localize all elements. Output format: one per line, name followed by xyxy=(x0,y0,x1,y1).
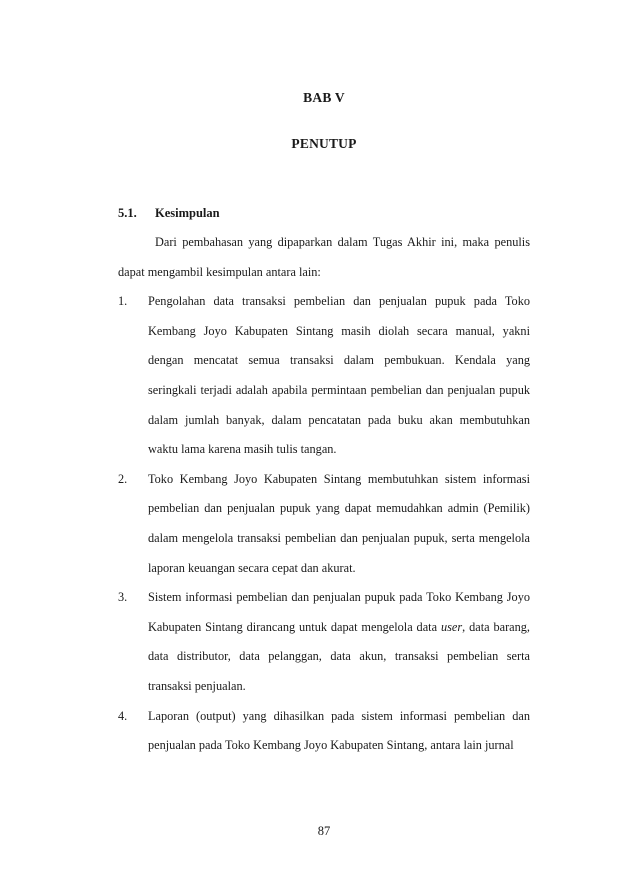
item-text xyxy=(148,583,530,701)
section-body xyxy=(118,228,530,761)
item-number: 2. xyxy=(118,471,128,486)
item-number: 3. xyxy=(118,590,128,605)
section-number: 5.1. xyxy=(118,206,137,220)
conclusion-item-2 xyxy=(118,465,530,583)
chapter-title: PENUTUP xyxy=(291,136,357,151)
item-text: Pengolahan data transaksi pembelian dan penjualan pupuk pada Toko Kembang Joyo Kabupaten Sintang masih diolah secara manual, yakni dengan mencatat semua transaksi dalam pembukuan. Kendala yang seringkali terjadi adalah apabila permintaan pembelian dan penjualan pupuk dalam jumlah banyak, dalam pencatatan pada buku akan membutuhkan waktu lama karena masih tulis tangan. xyxy=(148,294,530,457)
item-number: 4. xyxy=(118,708,128,723)
page-number: 87 xyxy=(317,824,331,838)
item-text: Toko Kembang Joyo Kabupaten Sintang membutuhkan sistem informasi pembelian dan penjualan pupuk yang dapat memudahkan admin (Pemilik) dalam mengelola transaksi pembelian dan penjualan pupuk, serta mengelola laporan keuangan secara cepat dan akurat. xyxy=(148,471,530,575)
intro-paragraph: Dari pembahasan yang dipaparkan dalam Tugas Akhir ini, maka penulis dapat mengambil kesimpulan antara lain: xyxy=(118,235,530,279)
item-text-end: , data barang, data distributor, data pelanggan, data akun, transaksi pembelian serta transaksi penjualan. xyxy=(148,619,531,693)
item-number: 1. xyxy=(118,294,128,309)
item-text-start: Sistem informasi pembelian dan penjualan pupuk pada Toko Kembang Joyo Kabupaten Sintang dirancang untuk dapat mengelola data xyxy=(148,590,530,634)
section-heading xyxy=(118,206,220,221)
conclusion-item-4 xyxy=(118,702,530,761)
conclusion-item-3 xyxy=(118,583,530,701)
section-title: Kesimpulan xyxy=(155,206,220,220)
item-text: Laporan (output) yang dihasilkan pada sistem informasi pembelian dan penjualan pada Toko Kembang Joyo Kabupaten Sintang, antara lain jurnal xyxy=(148,708,530,753)
chapter-label: BAB V xyxy=(303,90,345,105)
conclusion-item-1 xyxy=(118,287,530,465)
item-text-italic: user xyxy=(440,619,463,634)
conclusion-list xyxy=(118,287,530,761)
